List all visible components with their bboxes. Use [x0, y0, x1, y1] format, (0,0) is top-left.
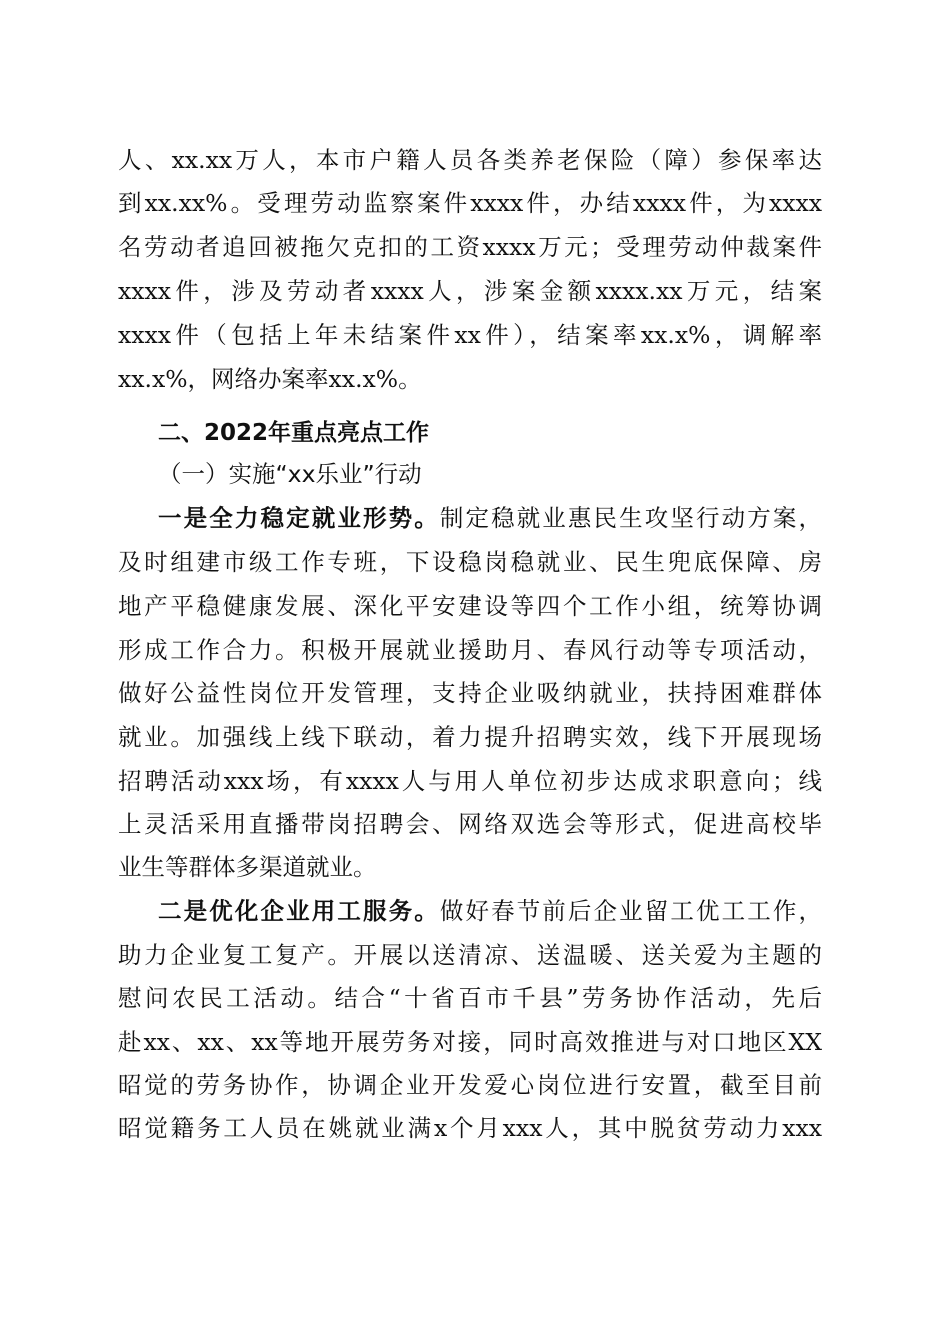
text-line — [118, 276, 822, 306]
line-text: 助力企业复工复产。开展以送清凉、送温暖、送关爱为主题的 — [118, 941, 822, 969]
text-line — [118, 145, 822, 175]
line-text: 就业。加强线上线下联动，着力提升招聘实效，线下开展现场 — [118, 723, 822, 751]
text-line — [118, 591, 822, 621]
text-line — [118, 232, 822, 262]
line-text: 制定稳就业惠民生攻坚行动方案， — [439, 504, 823, 532]
line-text: 昭觉籍务工人员在姚就业满x个月xxx人，其中脱贫劳动力xxx — [118, 1114, 822, 1142]
line-text: 二、2022年重点亮点工作 — [158, 420, 430, 446]
line-text: xx.x%，网络办案率xx.x%。 — [118, 365, 422, 393]
line-text: 做好春节前后企业留工优工工作， — [439, 897, 823, 925]
line-text: 做好公益性岗位开发管理，支持企业吸纳就业，扶持困难群体 — [118, 679, 822, 707]
line-text: 形成工作合力。积极开展就业援助月、春风行动等专项活动， — [118, 636, 822, 664]
lead-phrase: 一是全力稳定就业形势。 — [158, 504, 440, 532]
line-text: 地产平稳健康发展、深化平安建设等四个工作小组，统筹协调 — [118, 592, 822, 620]
text-line — [118, 635, 822, 665]
line-text: 名劳动者追回被拖欠克扣的工资xxxx万元；受理劳动仲裁案件 — [118, 233, 822, 261]
text-line — [118, 722, 822, 752]
line-text: 上灵活采用直播带岗招聘会、网络双选会等形式，促进高校毕 — [118, 810, 822, 838]
text-line — [118, 983, 822, 1013]
lead-phrase: 二是优化企业用工服务。 — [158, 897, 440, 925]
text-line — [118, 188, 822, 218]
text-line — [118, 1070, 822, 1100]
line-text: （一）实施“xx乐业”行动 — [158, 460, 422, 488]
line-text: xxxx件，涉及劳动者xxxx人，涉案金额xxxx.xx万元，结案 — [118, 277, 822, 305]
line-text: 业生等群体多渠道就业。 — [118, 853, 377, 881]
text-line — [118, 547, 822, 577]
text-line — [118, 320, 822, 350]
line-text: 昭觉的劳务协作，协调企业开发爱心岗位进行安置，截至目前 — [118, 1071, 822, 1099]
text-line — [118, 1113, 822, 1143]
line-text: 招聘活动xxx场，有xxxx人与用人单位初步达成求职意向；线 — [118, 767, 822, 795]
line-text: 赴xx、xx、xx等地开展劳务对接，同时高效推进与对口地区XX — [118, 1028, 822, 1056]
section-heading — [158, 418, 822, 448]
text-line — [118, 364, 822, 394]
line-text: 及时组建市级工作专班，下设稳岗稳就业、民生兜底保障、房 — [118, 548, 822, 576]
text-line — [118, 940, 822, 970]
text-line — [118, 852, 822, 882]
text-line — [118, 1027, 822, 1057]
text-line — [158, 896, 822, 926]
line-text: 到xx.xx%。受理劳动监察案件xxxx件，办结xxxx件，为xxxx — [118, 189, 822, 217]
line-text: xxxx件（包括上年未结案件xx件），结案率xx.x%，调解率 — [118, 321, 822, 349]
subsection-heading — [158, 459, 822, 489]
line-text: 人、xx.xx万人，本市户籍人员各类养老保险（障）参保率达 — [118, 146, 822, 174]
text-line — [118, 766, 822, 796]
text-line — [158, 503, 822, 533]
text-line — [118, 678, 822, 708]
text-line — [118, 809, 822, 839]
line-text: 慰问农民工活动。结合“十省百市千县”劳务协作活动，先后 — [118, 984, 822, 1012]
